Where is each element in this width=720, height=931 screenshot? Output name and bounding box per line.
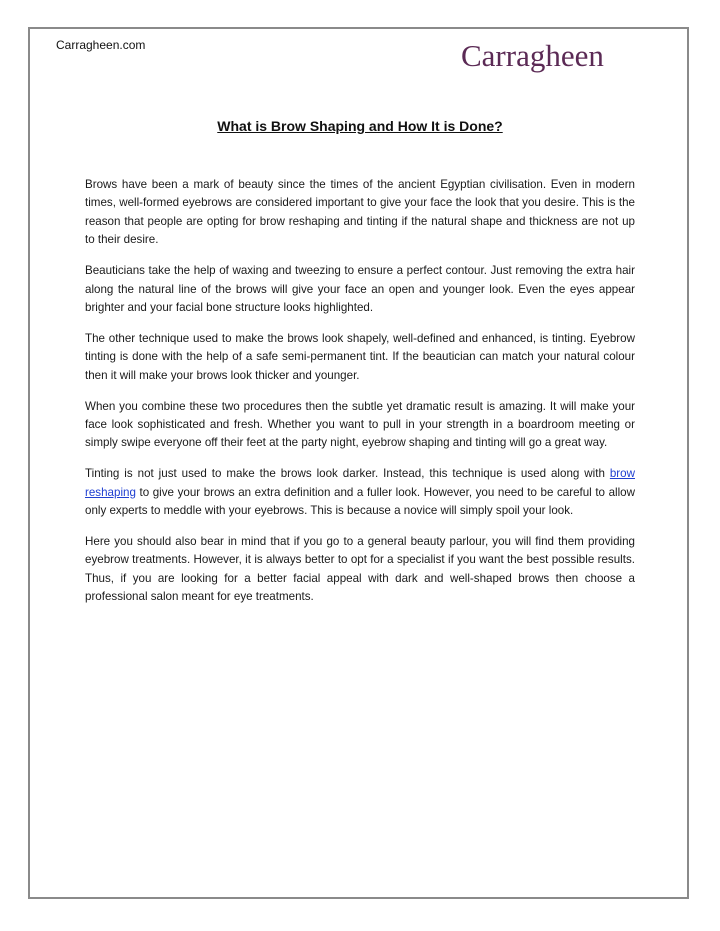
paragraph-4: When you combine these two procedures then the subtle yet dramatic result is amazing. It will make your face look sophisticated and fresh. Whether you want to pull in your strength in a boardroom meeting or simply swipe everyone off their feet at the party night, eyebrow shaping and tinting will go a great way. xyxy=(85,399,635,450)
site-url: Carragheen.com xyxy=(56,38,146,52)
document-body xyxy=(85,176,635,619)
brand-logo-text: Carragheen xyxy=(461,38,604,73)
paragraph-3: The other technique used to make the brows look shapely, well-defined and enhanced, is tinting. Eyebrow tinting is done with the help of a safe semi-permanent tint. If the beautician can match your natural colour then it will make your brows look thicker and younger. xyxy=(85,331,635,382)
paragraph-6: Here you should also bear in mind that if you go to a general beauty parlour, you will find them providing eyebrow treatments. However, it is always better to opt for a specialist if you want the best possible results. Thus, if you are looking for a better facial appeal with dark and well-shaped brows then choose a professional salon meant for eye treatments. xyxy=(85,535,635,604)
paragraph-5 xyxy=(85,465,635,520)
paragraph-5-before: Tinting is not just used to make the brows look darker. Instead, this technique is used along with xyxy=(85,467,610,481)
document-title: What is Brow Shaping and How It is Done? xyxy=(217,118,503,134)
brow-reshaping-link[interactable]: brow reshaping xyxy=(85,467,635,499)
paragraph-5-after: to give your brows an extra definition and a fuller look. However, you need to be careful to allow only experts to meddle with your eyebrows. This is because a novice will simply spoil your look. xyxy=(85,485,635,518)
paragraph-2: Beauticians take the help of waxing and tweezing to ensure a perfect contour. Just removing the extra hair along the natural line of the brows will give your face an open and younger look. Even the eyes appear brighter and your facial bone structure looks highlighted. xyxy=(85,264,635,314)
brand-logo xyxy=(459,32,639,76)
paragraph-1: Brows have been a mark of beauty since the times of the ancient Egyptian civilisation. Even in modern times, well-formed eyebrows are considered important to give your face the look that you desire. This is the reason that people are opting for brow reshaping and tinting if the natural shape and thickness are not up to their desire. xyxy=(85,178,635,247)
